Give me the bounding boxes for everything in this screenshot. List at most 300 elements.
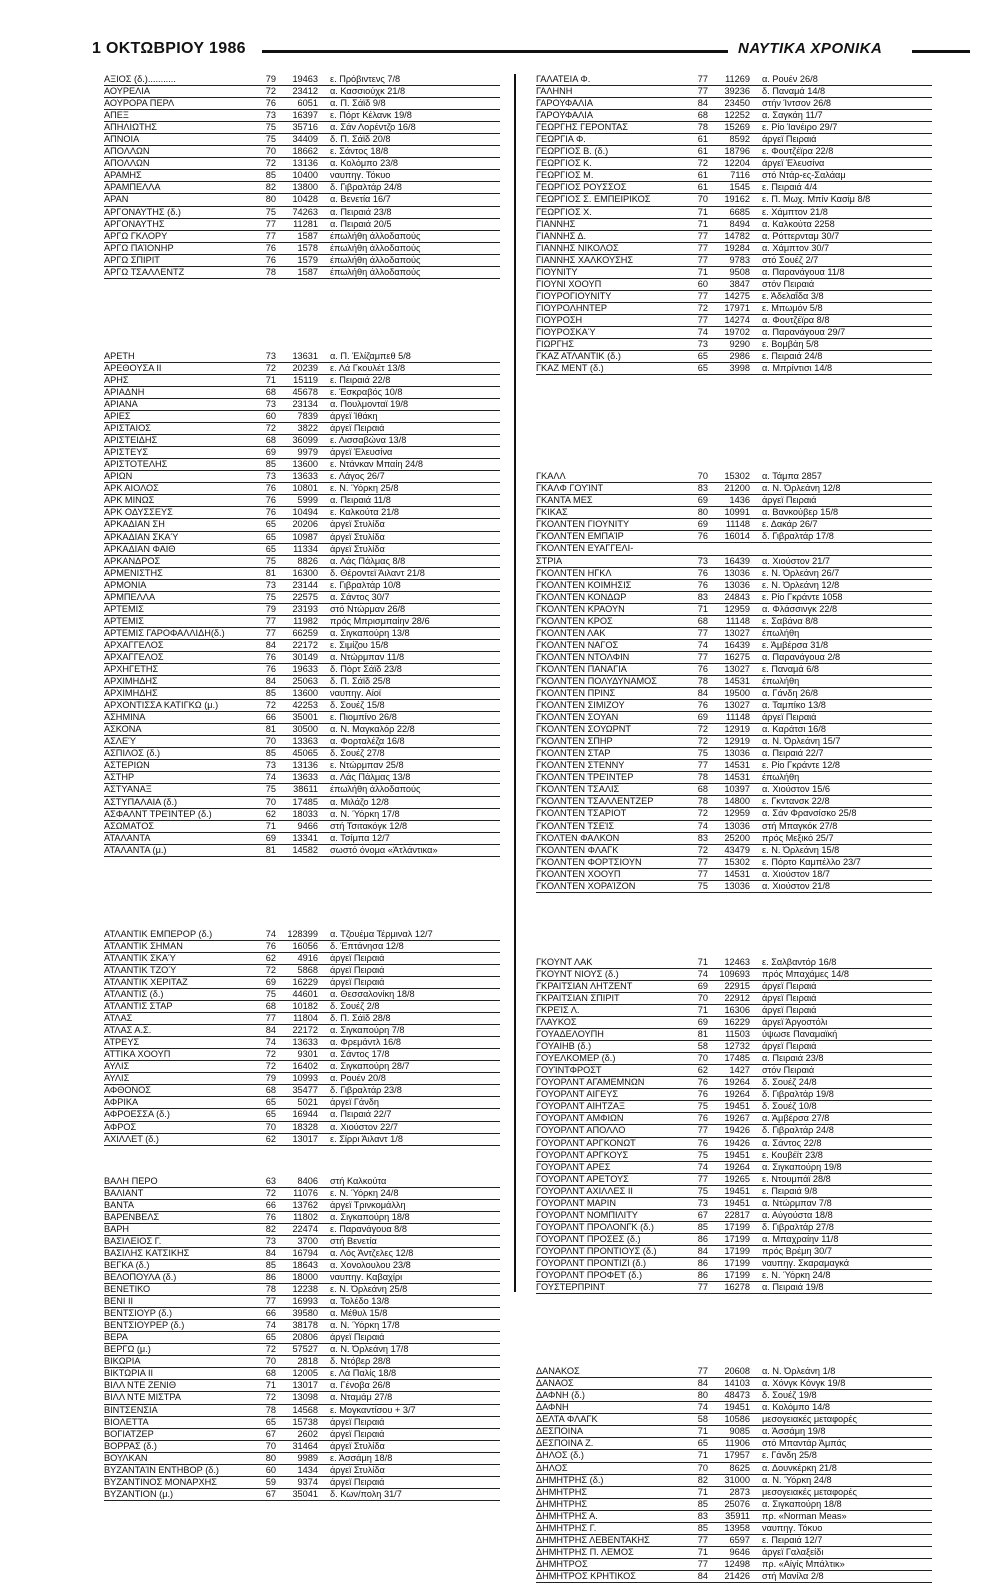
spacer xyxy=(318,1073,330,1084)
ship-position: α. Χιούστον 15/6 xyxy=(762,784,831,795)
ship-position: α. Χιούστον 18/7 xyxy=(762,868,831,879)
ship-row xyxy=(104,1073,500,1085)
tonnage: 13017 xyxy=(292,1380,318,1391)
ship-position: δ. Γιβραλτάρ 24/8 xyxy=(762,1125,834,1136)
ship-name: ΑΤΑΛΑΝΤΑ (μ.) xyxy=(104,844,167,855)
publication-title: ΝΑΥΤΙΚΑ ΧΡΟΝΙΚΑ xyxy=(738,40,883,57)
ship-row xyxy=(536,833,932,845)
spacer xyxy=(318,580,330,591)
tonnage: 19451 xyxy=(724,1402,750,1413)
spacer xyxy=(318,953,330,964)
ship-row xyxy=(536,676,932,688)
ship-name: ΓΚΟΛΝΤΕΝ ΣΙΜΙΖΟΥ xyxy=(536,700,625,711)
ship-position: ύψωσε Παναμαϊκή xyxy=(762,1029,838,1040)
ship-name: ΒΑΣΙΛΗΣ ΚΑΤΣΙΚΗΣ xyxy=(104,1247,190,1258)
ship-row xyxy=(104,98,500,110)
spacer xyxy=(750,327,762,338)
tonnage: 7116 xyxy=(730,170,750,181)
ship-position: α. Χιούστον 21/8 xyxy=(762,880,831,891)
ship-name: ΓΚΑΛΛ xyxy=(536,471,566,482)
build-year: 79 xyxy=(265,603,276,614)
tonnage: 17485 xyxy=(724,1053,750,1064)
ship-position: α. Σιγκαπούρη 13/8 xyxy=(330,627,410,638)
tonnage: 5868 xyxy=(297,964,318,975)
ship-row xyxy=(104,1368,500,1380)
ship-position: άργεϊ Πειραιά xyxy=(330,1416,385,1427)
tonnage: 10993 xyxy=(292,1073,318,1084)
tonnage: 23450 xyxy=(724,98,750,109)
build-year: 72 xyxy=(697,844,708,855)
build-year: 70 xyxy=(697,194,708,205)
tonnage: 2986 xyxy=(729,351,750,362)
tonnage: 10400 xyxy=(292,170,318,181)
ship-row xyxy=(536,592,932,604)
tonnage: 5021 xyxy=(297,1097,318,1108)
ship-name: ΒΥΖΑΝΤΙΝΟΣ ΜΟΝΑΡΧΗΣ xyxy=(104,1476,217,1487)
spacer xyxy=(750,182,762,193)
build-year: 85 xyxy=(697,1522,708,1533)
build-year: 80 xyxy=(697,1390,708,1401)
ship-position: α. Μέθυλ 15/8 xyxy=(330,1308,388,1319)
ship-name: ΑΡΙΣΤΕΥΣ xyxy=(104,447,149,458)
ship-name: ΑΡΜΟΝΙΑ xyxy=(104,579,147,590)
spacer xyxy=(318,1417,330,1428)
ship-row xyxy=(536,74,932,86)
ship-position: α. Πειραιά 23/8 xyxy=(330,206,392,217)
ship-row xyxy=(104,568,500,580)
build-year: 71 xyxy=(697,956,708,967)
ship-position: πρός Μπαχάμες 14/8 xyxy=(762,968,849,979)
build-year: 68 xyxy=(697,110,708,121)
ship-list-block xyxy=(104,74,500,279)
ship-position: ε. Πόρτο Καμπέλλο 23/7 xyxy=(762,856,861,867)
ship-position: ε. Λά Παλίς 18/8 xyxy=(330,1368,397,1379)
ship-position: ε. Μογκαντίσου + 3/7 xyxy=(330,1404,416,1415)
ship-list-block xyxy=(104,351,500,857)
tonnage: 12959 xyxy=(724,603,750,614)
ship-row xyxy=(536,243,932,255)
ship-position: δ. Γιβραλτάρ 19/8 xyxy=(762,1089,834,1100)
ship-name: ΑΟΥΡΕΛΙΑ xyxy=(104,86,150,97)
ship-position: δ. Π. Σάϊδ 28/8 xyxy=(330,1013,391,1024)
ship-row xyxy=(104,1248,500,1260)
ship-row xyxy=(104,1013,500,1025)
spacer xyxy=(750,531,762,542)
spacer xyxy=(318,447,330,458)
header-rule xyxy=(262,50,728,53)
build-year: 73 xyxy=(697,339,708,350)
spacer xyxy=(318,1332,330,1343)
tonnage: 20608 xyxy=(724,1366,750,1377)
ship-position: έπωλήθη άλλοδαπούς xyxy=(330,254,421,265)
ship-position: ε. Σαλβαντόρ 16/8 xyxy=(762,956,837,967)
ship-row xyxy=(536,1041,932,1053)
ship-row xyxy=(536,604,932,616)
ship-position: α. Τολέδο 13/8 xyxy=(330,1296,390,1307)
spacer xyxy=(750,845,762,856)
spacer xyxy=(318,243,330,254)
tonnage: 13027 xyxy=(724,663,750,674)
ship-position: α. Ντώρμπαν 7/8 xyxy=(762,1197,832,1208)
build-year: 65 xyxy=(265,1097,276,1108)
ship-row xyxy=(104,700,500,712)
left-column xyxy=(104,74,500,1501)
ship-name: ΑΡΤΕΜΙΣ ΓΑΡΟΦΑΛΛΙΔΗ(δ.) xyxy=(104,627,225,638)
ship-position: α. Γάνδη 26/8 xyxy=(762,688,819,699)
build-year: 61 xyxy=(697,146,708,157)
tonnage: 13600 xyxy=(292,688,318,699)
ship-row xyxy=(104,122,500,134)
ship-row xyxy=(536,255,932,267)
spacer xyxy=(750,519,762,530)
build-year: 77 xyxy=(265,1013,276,1024)
spacer xyxy=(318,1061,330,1072)
ship-row xyxy=(104,387,500,399)
ship-name: ΑΡΧΙΜΗΔΗΣ xyxy=(104,688,158,699)
build-year: 85 xyxy=(265,1259,276,1270)
spacer xyxy=(750,664,762,675)
spacer xyxy=(750,616,762,627)
ship-position xyxy=(762,543,932,554)
build-year: 76 xyxy=(265,940,276,951)
spacer xyxy=(318,797,330,808)
build-year: 76 xyxy=(697,1089,708,1100)
ship-row xyxy=(536,1559,932,1571)
ship-name: ΑΤΛΑΝΤΙΣ ΣΤΑΡ xyxy=(104,1001,173,1012)
spacer xyxy=(318,1260,330,1271)
tonnage: 11076 xyxy=(293,1187,318,1198)
ship-row xyxy=(536,1101,932,1113)
ship-row xyxy=(104,1429,500,1441)
spacer xyxy=(318,652,330,663)
ship-row xyxy=(104,977,500,989)
tonnage: 11804 xyxy=(293,1013,318,1024)
spacer xyxy=(750,1005,762,1016)
ship-row xyxy=(104,1260,500,1272)
ship-row xyxy=(536,1378,932,1390)
spacer xyxy=(750,267,762,278)
ship-position: α. Σαγκάη 11/7 xyxy=(762,110,823,121)
ship-row xyxy=(536,772,932,784)
spacer xyxy=(318,1380,330,1391)
tonnage: 10428 xyxy=(292,194,318,205)
ship-position: ε. Ν. Όρλεάνη 12/8 xyxy=(762,579,840,590)
ship-row xyxy=(104,1405,500,1417)
ship-position: ε. Λά Γκουλέτ 13/8 xyxy=(330,362,406,373)
tonnage: 13036 xyxy=(724,880,750,891)
tonnage: 14274 xyxy=(724,314,750,325)
ship-name: ΓΚΟΛΝΤΕΝ ΚΡΑΟΥΝ xyxy=(536,603,625,614)
ship-position: έπωλήθη xyxy=(762,772,800,783)
spacer xyxy=(318,941,330,952)
tonnage: 14531 xyxy=(724,772,750,783)
ship-row xyxy=(536,1005,932,1017)
ship-position: έπωλήθη xyxy=(762,627,800,638)
tonnage: 6597 xyxy=(729,1534,750,1545)
spacer xyxy=(750,86,762,97)
ship-position: δ. Γιβραλτάρ 17/8 xyxy=(762,531,834,542)
build-year: 83 xyxy=(697,1510,708,1521)
ship-row xyxy=(104,953,500,965)
ship-name: ΑΣΦΑΛΝΤ ΤΡΕΊΝΤΕΡ (δ.) xyxy=(104,808,212,819)
ship-row xyxy=(536,1511,932,1523)
ship-name: ΑΧΙΛΛΕΤ (δ.) xyxy=(104,1133,159,1144)
ship-position: άργεϊ Πειραιά xyxy=(762,980,817,991)
tonnage: 14531 xyxy=(724,760,750,771)
ship-position: ε. Άμβέρσα 31/8 xyxy=(762,639,829,650)
spacer xyxy=(318,134,330,145)
tonnage: 15119 xyxy=(293,374,318,385)
tonnage: 12959 xyxy=(724,808,750,819)
build-year: 71 xyxy=(265,374,276,385)
ship-row xyxy=(104,1356,500,1368)
ship-name: ΓΚΡΑΙΤΣΙΑΝ ΛΗΤΖΕΝΤ xyxy=(536,980,633,991)
ship-name: ΓΟΥΟΡΛΝΤ ΠΡΟΛΟΝΓΚ (δ.) xyxy=(536,1221,654,1232)
ship-position: ε. Κουβέϊτ 23/8 xyxy=(762,1149,823,1160)
tonnage: 9085 xyxy=(729,1426,750,1437)
tonnage: 19426 xyxy=(724,1125,750,1136)
ship-name: ΒΟΡΡΑΣ (δ.) xyxy=(104,1440,157,1451)
build-year: 80 xyxy=(265,1452,276,1463)
ship-position: ε. Χάμπτον 21/8 xyxy=(762,206,828,217)
ship-row xyxy=(104,724,500,736)
ship-position: δ. Π. Σάϊδ 20/8 xyxy=(330,134,391,145)
ship-row xyxy=(536,134,932,146)
tonnage: 14275 xyxy=(724,290,750,301)
ship-row xyxy=(104,544,500,556)
ship-name: ΔΕΣΠΟΙΝΑ xyxy=(536,1426,584,1437)
tonnage: 1587 xyxy=(297,230,318,241)
spacer xyxy=(318,1109,330,1120)
tonnage: 14531 xyxy=(724,868,750,879)
ship-name: ΔΗΜΗΤΡΗΣ Α. xyxy=(536,1510,598,1521)
ship-list-block xyxy=(104,929,500,1146)
build-year: 65 xyxy=(697,351,708,362)
spacer xyxy=(318,833,330,844)
ship-name: ΑΥΛΙΣ xyxy=(104,1061,130,1072)
ship-position: ε. Σάντος 18/8 xyxy=(330,146,389,157)
ship-row xyxy=(536,724,932,736)
ship-position: α. Τάμπα 2857 xyxy=(762,471,822,482)
ship-row xyxy=(104,1037,500,1049)
ship-position: α. Ν. Ύόρκη 17/8 xyxy=(330,1320,400,1331)
build-year: 65 xyxy=(265,531,276,542)
build-year: 75 xyxy=(697,1185,708,1196)
ship-position: ε. Π. Μωχ. Μπίν Κασίμ 8/8 xyxy=(762,194,871,205)
spacer xyxy=(750,1041,762,1052)
ship-name: ΒΙΛΛ ΝΤΕ ΜΙΣΤΡΑ xyxy=(104,1392,181,1403)
ship-position: ε. Άσσάμη 18/8 xyxy=(330,1452,393,1463)
ship-position: ε. Πειραιά 22/8 xyxy=(330,374,391,385)
ship-position: α. Π. Έλίζαμπεθ 5/8 xyxy=(330,350,411,361)
spacer xyxy=(318,556,330,567)
ship-row xyxy=(104,628,500,640)
ship-position: πρ. «Αίγίς Μπάλτικ» xyxy=(762,1558,845,1569)
tonnage: 57527 xyxy=(292,1344,318,1355)
build-year: 75 xyxy=(697,1149,708,1160)
ship-name: ΑΡΕΤΗ xyxy=(104,350,135,361)
spacer xyxy=(318,977,330,988)
spacer xyxy=(318,1308,330,1319)
tonnage: 14531 xyxy=(724,675,750,686)
tonnage: 16229 xyxy=(292,976,318,987)
tonnage: 36099 xyxy=(292,435,318,446)
build-year: 69 xyxy=(697,980,708,991)
tonnage: 9301 xyxy=(297,1049,318,1060)
ship-name: ΑΦΡΟΣ xyxy=(104,1121,137,1132)
build-year: 78 xyxy=(697,122,708,133)
ship-row xyxy=(104,1417,500,1429)
ship-row xyxy=(536,1475,932,1487)
ship-name: ΓΕΩΡΓΙΟΣ Κ. xyxy=(536,158,592,169)
ship-row xyxy=(104,86,500,98)
ship-position: στή Βενετία xyxy=(330,1235,377,1246)
ship-position: α. Σιγκαπούρη 18/8 xyxy=(762,1498,842,1509)
ship-row xyxy=(536,1535,932,1547)
tonnage: 17199 xyxy=(724,1270,750,1281)
ship-name: ΑΤΛΑΣ Α.Σ. xyxy=(104,1025,152,1036)
tonnage: 14103 xyxy=(724,1378,750,1389)
tonnage: 11148 xyxy=(725,519,750,530)
ship-list-block xyxy=(536,471,932,893)
tonnage: 13363 xyxy=(292,736,318,747)
ship-position: ε. Ρίο Γκράντε 1058 xyxy=(762,591,843,602)
ship-position: α. Άσσάμη 19/8 xyxy=(762,1426,826,1437)
spacer xyxy=(750,1053,762,1064)
ship-name: ΓΟΥΕΛΚΟΜΕΡ (δ.) xyxy=(536,1053,616,1064)
build-year: 77 xyxy=(697,230,708,241)
tonnage: 22172 xyxy=(292,1025,318,1036)
build-year: 83 xyxy=(697,483,708,494)
ship-position: άργεϊ Πειραιά xyxy=(762,712,817,723)
ship-row xyxy=(536,531,932,543)
ship-name: ΓΚΙΚΑΣ xyxy=(536,507,568,518)
build-year: 69 xyxy=(697,1017,708,1028)
spacer xyxy=(750,580,762,591)
ship-position: άργεϊ Πειραιά xyxy=(762,495,817,506)
ship-position: έπωλήθη xyxy=(762,675,800,686)
spacer xyxy=(318,1441,330,1452)
page-date: 1 ΟΚΤΩΒΡΙΟΥ 1986 xyxy=(92,40,246,57)
ship-row xyxy=(536,1113,932,1125)
tonnage: 22912 xyxy=(724,992,750,1003)
ship-name: ΑΣΤΥΑΝΑΞ xyxy=(104,784,152,795)
build-year: 75 xyxy=(265,989,276,999)
ship-row xyxy=(104,640,500,652)
ship-position: δ. Π. Σάϊδ 25/8 xyxy=(330,676,391,687)
ship-name: ΓΙΩΡΓΗΣ xyxy=(536,339,574,350)
ship-name: ΓΙΟΥΝΙΤΥ xyxy=(536,266,578,277)
ship-position: α. Δουνκέρκη 21/8 xyxy=(762,1462,837,1473)
tonnage: 9989 xyxy=(297,1452,318,1463)
build-year: 71 xyxy=(265,820,276,831)
tonnage: 109693 xyxy=(719,968,750,979)
spacer xyxy=(318,1200,330,1211)
spacer xyxy=(318,1176,330,1187)
ship-name: ΓΚΟΛΝΤΕΝ ΧΟΟΥΠ xyxy=(536,868,621,879)
spacer xyxy=(750,207,762,218)
build-year: 62 xyxy=(265,1133,276,1144)
tonnage: 14582 xyxy=(292,844,318,855)
ship-name: ΑΤΛΑΣ xyxy=(104,1013,133,1024)
ship-row xyxy=(536,1065,932,1077)
ship-position: α. Μιλάζο 12/8 xyxy=(330,796,389,807)
build-year: 65 xyxy=(697,1438,708,1449)
ship-name: ΓΟΥΟΡΛΝΤ ΑΠΟΛΛΟ xyxy=(536,1125,626,1136)
ship-row xyxy=(536,1089,932,1101)
ship-row xyxy=(104,1188,500,1200)
ship-name: ΒΕΝΤΣΙΟΥΡΕΡ (δ.) xyxy=(104,1320,185,1331)
ship-name: ΓΚΟΛΝΤΕΝ ΚΡΟΣ xyxy=(536,615,613,626)
tonnage: 22817 xyxy=(724,1209,750,1220)
tonnage: 45678 xyxy=(292,386,318,397)
build-year: 76 xyxy=(265,254,276,265)
ship-row xyxy=(104,1085,500,1097)
ship-row xyxy=(536,556,932,568)
spacer xyxy=(750,1234,762,1245)
build-year: 79 xyxy=(265,1073,276,1084)
ship-position: α. Σιγκαπούρη 7/8 xyxy=(330,1025,405,1036)
spacer xyxy=(318,351,330,362)
ship-row xyxy=(104,1477,500,1489)
ship-row xyxy=(536,1150,932,1162)
tonnage: 18643 xyxy=(292,1259,318,1270)
ship-position: α. Θεσσαλονίκη 18/8 xyxy=(330,989,415,999)
tonnage: 31000 xyxy=(724,1474,750,1485)
ship-row xyxy=(536,194,932,206)
tonnage: 23193 xyxy=(292,603,318,614)
ship-row xyxy=(104,375,500,387)
ship-position: άργεϊ Πειραιά xyxy=(330,952,385,963)
build-year: 86 xyxy=(697,1257,708,1268)
ship-name: ΓΚΡΕΊΣ Λ. xyxy=(536,1005,580,1015)
spacer xyxy=(318,1134,330,1145)
spacer xyxy=(750,592,762,603)
ship-position: α. Κολόμπο 14/8 xyxy=(762,1402,830,1413)
tonnage: 19426 xyxy=(724,1137,750,1148)
ship-position: ε. Ν. Ύόρκη 24/8 xyxy=(330,1187,399,1198)
spacer xyxy=(318,1296,330,1307)
ship-name: ΔΗΜΗΤΡΗΣ Π. ΛΕΜΟΣ xyxy=(536,1546,634,1557)
ship-position: α. Ντώρμπαν 11/8 xyxy=(330,651,405,662)
spacer xyxy=(318,219,330,230)
ship-list-block xyxy=(536,1366,932,1583)
build-year: 77 xyxy=(697,651,708,662)
tonnage: 21426 xyxy=(724,1570,750,1581)
ship-row xyxy=(104,989,500,1001)
ship-row xyxy=(536,495,932,507)
build-year: 81 xyxy=(265,844,276,855)
ship-row xyxy=(104,146,500,158)
build-year: 77 xyxy=(697,1173,708,1184)
ship-row xyxy=(104,736,500,748)
ship-name: ΓΟΥΑΙΗΒ (δ.) xyxy=(536,1041,592,1052)
spacer xyxy=(318,363,330,374)
build-year: 66 xyxy=(265,1199,276,1210)
tonnage: 19264 xyxy=(724,1089,750,1100)
spacer xyxy=(318,532,330,543)
build-year: 72 xyxy=(265,158,276,169)
tonnage: 20239 xyxy=(292,362,318,373)
ship-name: ΑΡΚ ΑΙΟΛΟΣ xyxy=(104,483,159,494)
ship-row xyxy=(104,447,500,459)
tonnage: 23144 xyxy=(292,579,318,590)
build-year: 74 xyxy=(265,1037,276,1048)
ship-position: μεσογειακές μεταφορές xyxy=(762,1486,857,1497)
ship-position: άργεϊ Στυλίδα xyxy=(330,543,385,554)
ship-name: ΑΡΑΜΠΕΛΛΑ xyxy=(104,182,161,193)
ship-name: ΑΡΑΝ xyxy=(104,194,129,205)
